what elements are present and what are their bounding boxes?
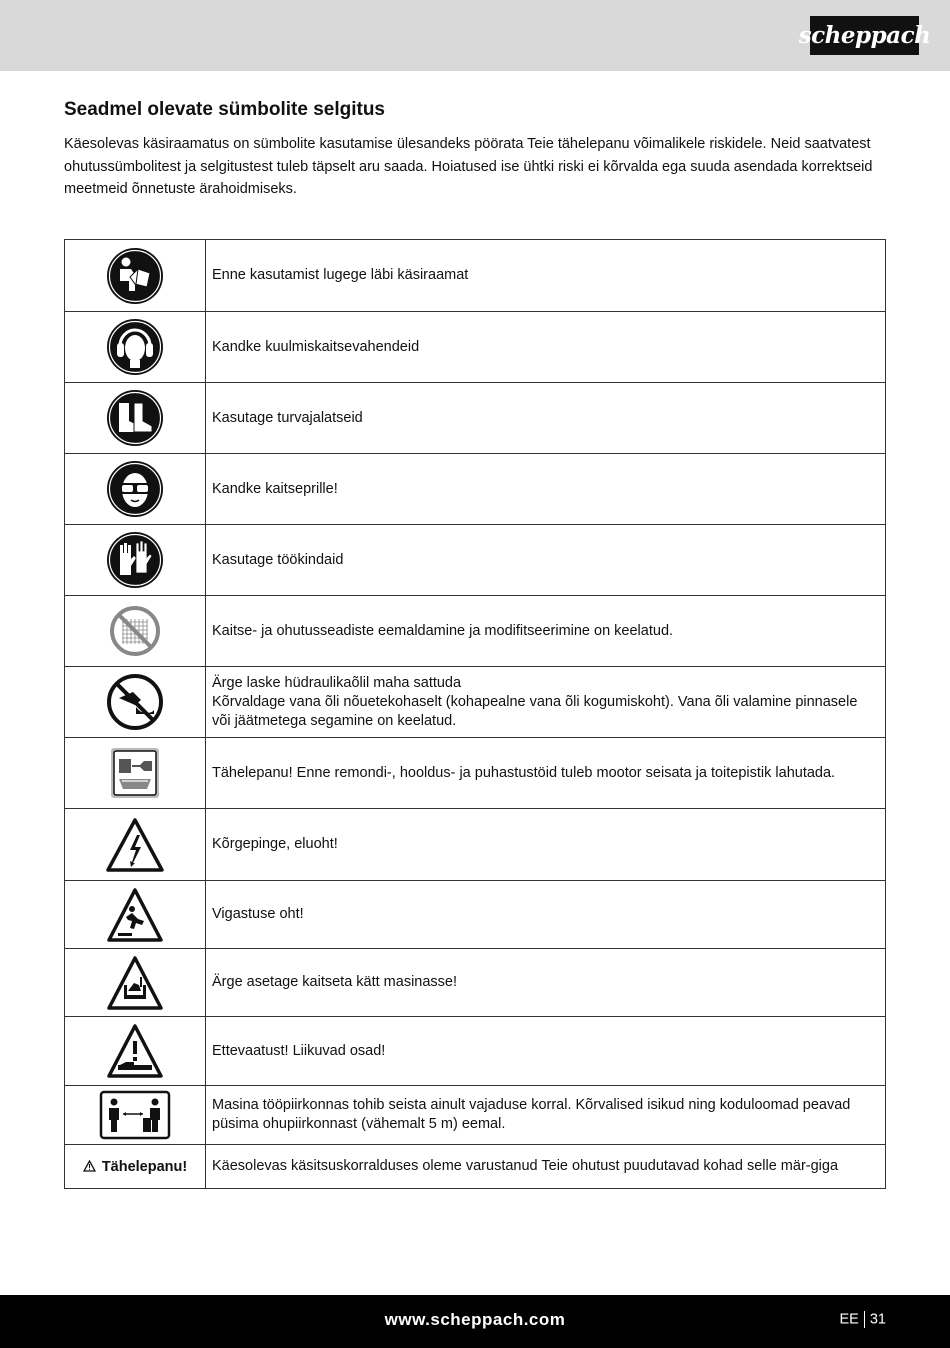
description-text: Ärge asetage kaitseta kätt masinasse! bbox=[212, 974, 458, 990]
table-row bbox=[65, 1086, 886, 1145]
hand-crush-icon bbox=[106, 955, 164, 1011]
description-text: Kõrgepinge, eluoht! bbox=[212, 836, 338, 852]
moving-parts-icon bbox=[106, 1023, 164, 1079]
gloves-icon bbox=[106, 531, 164, 589]
intro-paragraph: Käesolevas käsiraamatus on sümbolite kasutamise ülesandeks pöörata Teie tähelepanu võimalikele riskidele. Neid saatvatest ohutussümbolitest ja selgitustest tuleb täpselt aru saada. Hoiatused ise ühtki riski ei kõrvalda ega suuda asendada korrektseid meetmeid õnnetuste ärahoidmiseks. bbox=[64, 136, 873, 197]
table-row bbox=[65, 949, 886, 1017]
brand-logo bbox=[798, 16, 931, 55]
icon-cell bbox=[65, 240, 206, 312]
icon-cell bbox=[65, 949, 206, 1017]
description-text: Masina tööpiirkonnas tohib seista ainult vajaduse korral. Kõrvalised isikud ning koduloomad peavad püsima ohupiirkonnast (vähemalt 5 m) eemal. bbox=[212, 1097, 851, 1132]
no-guard-removal-icon bbox=[108, 604, 162, 658]
icon-cell bbox=[65, 738, 206, 809]
table-row bbox=[65, 1145, 886, 1189]
icon-cell bbox=[65, 596, 206, 667]
description-text: Kandke kaitseprille! bbox=[212, 480, 338, 497]
description-text: Kaitse- ja ohutusseadiste eemaldamine ja modifitseerimine on keelatud. bbox=[212, 622, 674, 639]
icon-cell bbox=[65, 525, 206, 596]
table-row bbox=[65, 667, 886, 738]
description-text: Kasutage turvajalatseid bbox=[212, 409, 363, 426]
description-cell bbox=[206, 454, 886, 525]
description-cell bbox=[206, 949, 886, 1017]
icon-cell bbox=[65, 1145, 206, 1189]
icon-cell bbox=[65, 383, 206, 454]
no-oil-spill-icon bbox=[106, 673, 164, 731]
footer-bar bbox=[0, 1295, 950, 1348]
icon-cell bbox=[65, 881, 206, 949]
table-row bbox=[65, 596, 886, 667]
injury-hazard-icon bbox=[106, 887, 164, 943]
table-row bbox=[65, 240, 886, 312]
description-cell bbox=[206, 383, 886, 454]
language-code: EE bbox=[839, 1311, 859, 1328]
symbols-table bbox=[64, 239, 886, 1189]
table-row bbox=[65, 881, 886, 949]
brand-name: scheppach bbox=[798, 22, 931, 49]
table-row bbox=[65, 312, 886, 383]
header-bar bbox=[0, 0, 950, 71]
page-indicator bbox=[840, 1311, 886, 1328]
description-cell bbox=[206, 738, 886, 809]
description-cell bbox=[206, 667, 886, 738]
table-row bbox=[65, 809, 886, 881]
page-number: 31 bbox=[869, 1311, 886, 1328]
description-text: Ettevaatust! Liikuvad osad! bbox=[212, 1042, 386, 1059]
icon-cell bbox=[65, 1086, 206, 1145]
description-cell bbox=[206, 596, 886, 667]
description-cell bbox=[206, 1086, 886, 1145]
safety-boots-icon bbox=[106, 389, 164, 447]
description-cell bbox=[206, 1017, 886, 1086]
description-text: Kandke kuulmiskaitsevahendeid bbox=[212, 338, 420, 355]
page-separator bbox=[864, 1311, 865, 1328]
description-cell bbox=[206, 809, 886, 881]
table-row bbox=[65, 525, 886, 596]
icon-cell bbox=[65, 667, 206, 738]
description-text: Kasutage töökindaid bbox=[212, 551, 344, 568]
table-row bbox=[65, 454, 886, 525]
description-heading: Ärge laske hüdraulikaõlil maha sattuda bbox=[212, 674, 462, 691]
description-cell bbox=[206, 525, 886, 596]
description-text: Käesolevas käsitsuskorralduses oleme varustanud Teie ohutust puudutavad kohad selle mär-giga bbox=[212, 1158, 839, 1174]
description-cell bbox=[206, 881, 886, 949]
icon-cell bbox=[65, 1017, 206, 1086]
read-manual-icon bbox=[106, 247, 164, 305]
warning-triangle-icon bbox=[83, 1160, 96, 1172]
unplug-before-service-icon bbox=[110, 747, 160, 799]
description-text: Tähelepanu! Enne remondi-, hooldus- ja puhastustöid tuleb mootor seisata ja toitepistik lahutada. bbox=[212, 764, 836, 781]
table-row bbox=[65, 1017, 886, 1086]
table-row bbox=[65, 738, 886, 809]
attention-label bbox=[83, 1159, 187, 1175]
high-voltage-icon bbox=[105, 817, 165, 873]
icon-cell bbox=[65, 312, 206, 383]
page-title: Seadmel olevate sümbolite selgitus bbox=[64, 99, 385, 120]
description-cell bbox=[206, 312, 886, 383]
table-row bbox=[65, 383, 886, 454]
description-text: Kõrvaldage vana õli nõuetekohaselt (kohapealne vana õli kogumiskoht). Vana õli valamine pinnasele või jäätmetega segamine on keelatud. bbox=[212, 693, 858, 729]
description-text: Vigastuse oht! bbox=[212, 906, 304, 922]
description-cell bbox=[206, 240, 886, 312]
website-url: www.scheppach.com bbox=[384, 1310, 566, 1329]
description-cell bbox=[206, 1145, 886, 1189]
icon-cell bbox=[65, 809, 206, 881]
icon-cell bbox=[65, 454, 206, 525]
attention-label-text: Tähelepanu! bbox=[101, 1158, 188, 1175]
safety-goggles-icon bbox=[106, 460, 164, 518]
description-text: Enne kasutamist lugege läbi käsiraamat bbox=[212, 267, 469, 283]
keep-distance-icon bbox=[99, 1090, 171, 1140]
ear-protection-icon bbox=[106, 318, 164, 376]
